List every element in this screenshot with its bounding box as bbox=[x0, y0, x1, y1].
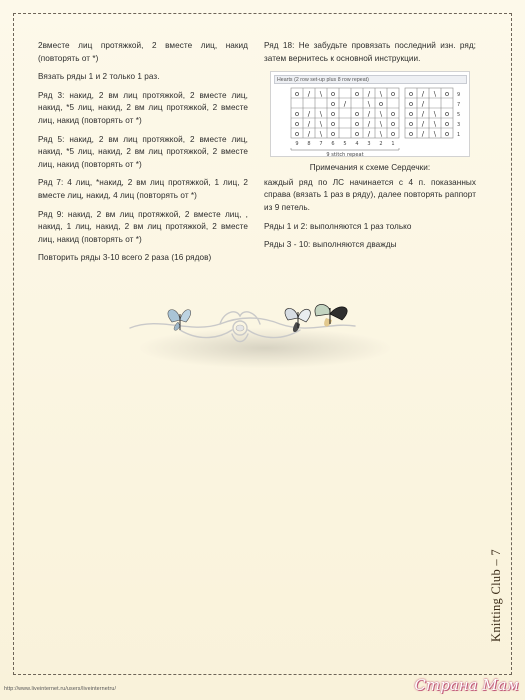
svg-text:o: o bbox=[330, 90, 336, 99]
chart-col-label: 7 bbox=[319, 141, 323, 148]
svg-text:/: / bbox=[307, 120, 311, 129]
svg-text:/: / bbox=[367, 90, 371, 99]
chart-col-label: 4 bbox=[355, 141, 359, 148]
svg-text:o: o bbox=[330, 100, 336, 109]
svg-text:\: \ bbox=[367, 100, 371, 109]
footer-url-link[interactable]: http://www.liveinternet.ru/users/liveinternetru/ bbox=[4, 686, 117, 692]
svg-text:o: o bbox=[294, 120, 300, 129]
svg-text:\: \ bbox=[433, 120, 437, 129]
svg-text:o: o bbox=[354, 120, 360, 129]
instruction-paragraph: Ряд 7: 4 лиц, *накид, 2 вм лиц протяжкой, 1 лиц, 2 вместе лиц, накид, 4 лиц (повторять от *) bbox=[38, 178, 248, 200]
chart-col-label: 1 bbox=[391, 141, 395, 148]
right-column bbox=[264, 40, 476, 252]
svg-text:o: o bbox=[330, 110, 336, 119]
svg-text:o: o bbox=[444, 130, 450, 139]
svg-text:o: o bbox=[378, 100, 384, 109]
instruction-paragraph: Вязать ряды 1 и 2 только 1 раз. bbox=[38, 72, 160, 82]
svg-text:o: o bbox=[408, 130, 414, 139]
svg-text:\: \ bbox=[379, 120, 383, 129]
chart-col-label: 9 bbox=[295, 141, 299, 148]
svg-text:o: o bbox=[390, 130, 396, 139]
svg-text:o: o bbox=[408, 90, 414, 99]
chart-repeat-bracket bbox=[291, 148, 399, 150]
chart-row-labels bbox=[457, 92, 460, 138]
instruction-paragraph: Ряд 3: накид, 2 вм лиц протяжкой, 2 вместе лиц, накид, *5 лиц, накид, 2 вм лиц протяжкой, 2 вместе лиц, накид (повторять от *) bbox=[38, 90, 248, 125]
chart-row-label: 9 bbox=[457, 92, 461, 99]
svg-text:o: o bbox=[294, 90, 300, 99]
butterfly-ornament-icon bbox=[120, 294, 360, 354]
svg-text:/: / bbox=[367, 120, 371, 129]
svg-text:/: / bbox=[367, 110, 371, 119]
row18-paragraph: Ряд 18: Не забудьте провязать последний изн. ряд; затем вернитесь к основной инструкции. bbox=[264, 41, 476, 63]
svg-text:/: / bbox=[307, 110, 311, 119]
svg-text:/: / bbox=[421, 90, 425, 99]
svg-text:o: o bbox=[354, 90, 360, 99]
svg-text:o: o bbox=[444, 90, 450, 99]
instruction-paragraph: Ряд 9: накид, 2 вм лиц протяжкой, 2 вместе лиц, , накид, 1 лиц, накид, 2 вм лиц протяжкой, 2 вместе лиц, накид (повторять от *) bbox=[38, 209, 248, 244]
chart-col-label: 3 bbox=[367, 141, 371, 148]
svg-text:o: o bbox=[354, 130, 360, 139]
svg-text:o: o bbox=[390, 90, 396, 99]
chart-col-label: 6 bbox=[331, 141, 335, 148]
svg-text:\: \ bbox=[379, 110, 383, 119]
svg-text:\: \ bbox=[319, 110, 323, 119]
chart-col-label: 8 bbox=[307, 141, 311, 148]
svg-text:\: \ bbox=[433, 90, 437, 99]
butterfly-icon bbox=[315, 305, 347, 327]
chart-col-label: 2 bbox=[379, 141, 383, 148]
chart-note: Ряды 1 и 2: выполняются 1 раз только bbox=[264, 221, 412, 231]
svg-text:/: / bbox=[307, 90, 311, 99]
chart-title: Hearts (2 row set-up plus 8 row repeat) bbox=[274, 75, 467, 84]
svg-text:/: / bbox=[421, 110, 425, 119]
svg-text:/: / bbox=[421, 130, 425, 139]
svg-text:o: o bbox=[294, 110, 300, 119]
chart-col-label: 5 bbox=[343, 141, 347, 148]
brand-watermark: Страна Мам bbox=[414, 676, 519, 694]
svg-text:/: / bbox=[421, 120, 425, 129]
svg-text:o: o bbox=[294, 130, 300, 139]
svg-text:\: \ bbox=[433, 130, 437, 139]
svg-text:o: o bbox=[330, 130, 336, 139]
chart-row-label: 3 bbox=[457, 122, 461, 129]
chart-row-label: 7 bbox=[457, 102, 461, 109]
knitting-chart bbox=[270, 71, 470, 157]
chart-col-labels bbox=[295, 141, 394, 147]
chart-note: Ряды 3 - 10: выполняются дважды bbox=[264, 240, 397, 250]
svg-text:o: o bbox=[408, 110, 414, 119]
svg-text:/: / bbox=[421, 100, 425, 109]
svg-text:\: \ bbox=[433, 110, 437, 119]
svg-text:o: o bbox=[390, 120, 396, 129]
chart-notes-heading: Примечания к схеме Сердечки: bbox=[309, 163, 431, 173]
svg-text:o: o bbox=[444, 120, 450, 129]
svg-text:/: / bbox=[367, 130, 371, 139]
svg-text:o: o bbox=[390, 110, 396, 119]
svg-text:\: \ bbox=[319, 90, 323, 99]
svg-text:o: o bbox=[444, 110, 450, 119]
svg-text:o: o bbox=[330, 120, 336, 129]
svg-text:\: \ bbox=[319, 130, 323, 139]
svg-text:o: o bbox=[354, 110, 360, 119]
left-column bbox=[38, 40, 248, 265]
page-number-label: Knitting Club – 7 bbox=[489, 549, 503, 642]
instruction-paragraph: Ряд 5: накид, 2 вм лиц протяжкой, 2 вместе лиц, накид, *5 лиц, накид, 2 вм лиц протяжкой, 2 вместе лиц, накид (повторять от *) bbox=[38, 134, 248, 169]
svg-text:\: \ bbox=[379, 130, 383, 139]
chart-row-label: 1 bbox=[457, 132, 461, 139]
knitting-chart-svg bbox=[271, 72, 471, 158]
svg-text:/: / bbox=[343, 100, 347, 109]
instruction-paragraph: Повторить ряды 3-10 всего 2 раза (16 рядов) bbox=[38, 253, 212, 263]
chart-repeat-label: 9 stitch repeat bbox=[326, 152, 364, 159]
svg-text:\: \ bbox=[319, 120, 323, 129]
instruction-paragraph: 2вместе лиц протяжкой, 2 вместе лиц, накид (повторять от *) bbox=[38, 41, 248, 63]
svg-text:\: \ bbox=[379, 90, 383, 99]
svg-text:o: o bbox=[408, 120, 414, 129]
svg-text:/: / bbox=[307, 130, 311, 139]
chart-note: каждый ряд по ЛС начинается с 4 п. показанных справа (вязать 1 раз в ряду), далее повторять раппорт из 9 петель. bbox=[264, 177, 476, 212]
svg-text:o: o bbox=[408, 100, 414, 109]
chart-row-label: 5 bbox=[457, 112, 461, 119]
